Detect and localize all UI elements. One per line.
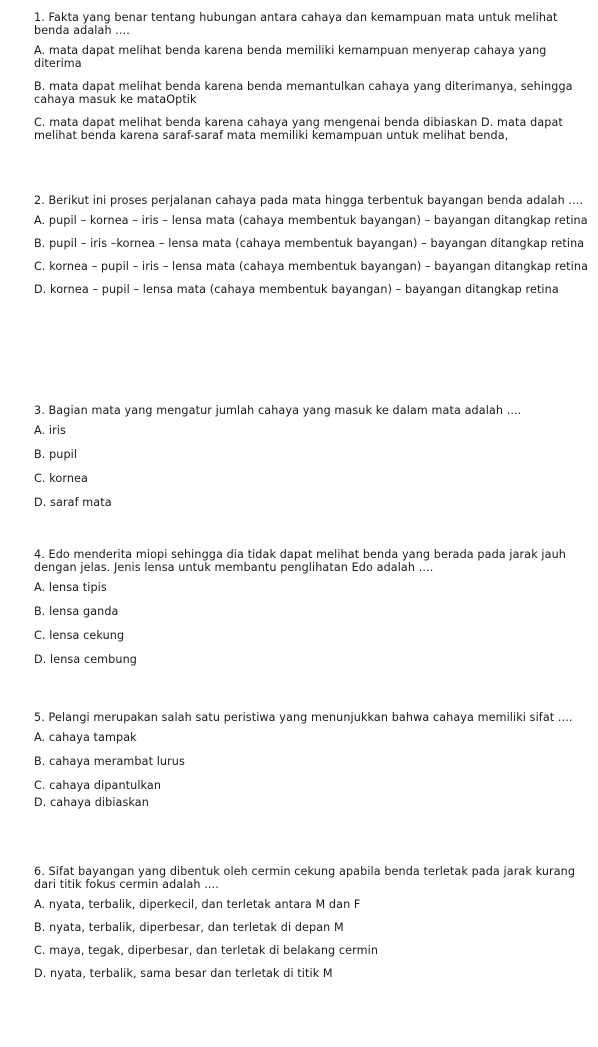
question-text: 4. Edo menderita miopi sehingga dia tidak dapat melihat benda yang berada pada jarak jauh dengan jelas. Jenis lensa untuk membantu penglihatan Edo adalah ....	[34, 548, 566, 574]
question-text: 3. Bagian mata yang mengatur jumlah cahaya yang masuk ke dalam mata adalah ....	[34, 404, 522, 417]
option-d: D. cahaya dibiaskan	[34, 796, 149, 809]
option-b: B. pupil	[34, 448, 78, 461]
option-c: C. kornea – pupil – iris – lensa mata (cahaya membentuk bayangan) – bayangan ditangkap retina	[34, 260, 589, 273]
option-d: D. nyata, terbalik, sama besar dan terletak di titik M	[34, 967, 333, 980]
option-b: B. nyata, terbalik, diperbesar, dan terletak di depan M	[34, 921, 344, 934]
question-2	[34, 194, 590, 306]
question-4	[34, 548, 590, 677]
option-c: C. cahaya dipantulkan	[34, 779, 162, 792]
option-a: A. iris	[34, 424, 66, 437]
option-b: B. lensa ganda	[34, 605, 119, 618]
option-a: A. pupil – kornea – iris – lensa mata (cahaya membentuk bayangan) – bayangan ditangkap retina	[34, 214, 588, 227]
question-text: 2. Berikut ini proses perjalanan cahaya pada mata hingga terbentuk bayangan benda adalah ....	[34, 194, 584, 207]
option-b: B. mata dapat melihat benda karena benda memantulkan cahaya yang diterimanya, sehingga cahaya masuk ke mataOptik	[34, 80, 573, 106]
question-text: 1. Fakta yang benar tentang hubungan antara cahaya dan kemampuan mata untuk melihat benda adalah ....	[34, 11, 558, 37]
option-b: B. cahaya merambat lurus	[34, 755, 185, 768]
option-b: B. pupil – iris –kornea – lensa mata (cahaya membentuk bayangan) – bayangan ditangkap retina	[34, 237, 585, 250]
option-d: D. lensa cembung	[34, 653, 137, 666]
question-5	[34, 711, 590, 820]
option-a: A. lensa tipis	[34, 581, 107, 594]
question-1	[34, 11, 590, 152]
option-c: C. mata dapat melihat benda karena cahaya yang mengenai benda dibiaskan D. mata dapat melihat benda karena saraf-saraf mata memiliki kemampuan untuk melihat benda,	[34, 116, 563, 142]
option-a: A. cahaya tampak	[34, 731, 137, 744]
question-3	[34, 404, 590, 520]
option-c: C. lensa cekung	[34, 629, 125, 642]
question-text: 5. Pelangi merupakan salah satu peristiwa yang menunjukkan bahwa cahaya memiliki sifat ....	[34, 711, 573, 724]
option-c: C. kornea	[34, 472, 88, 485]
option-a: A. mata dapat melihat benda karena benda memiliki kemampuan menyerap cahaya yang diterima	[34, 44, 547, 70]
option-c: C. maya, tegak, diperbesar, dan terletak di belakang cermin	[34, 944, 379, 957]
question-text: 6. Sifat bayangan yang dibentuk oleh cermin cekung apabila benda terletak pada jarak kurang dari titik fokus cermin adalah ....	[34, 865, 576, 891]
option-d: D. saraf mata	[34, 496, 112, 509]
question-6	[34, 865, 590, 990]
option-a: A. nyata, terbalik, diperkecil, dan terletak antara M dan F	[34, 898, 361, 911]
option-d: D. kornea – pupil – lensa mata (cahaya membentuk bayangan) – bayangan ditangkap retina	[34, 283, 559, 296]
